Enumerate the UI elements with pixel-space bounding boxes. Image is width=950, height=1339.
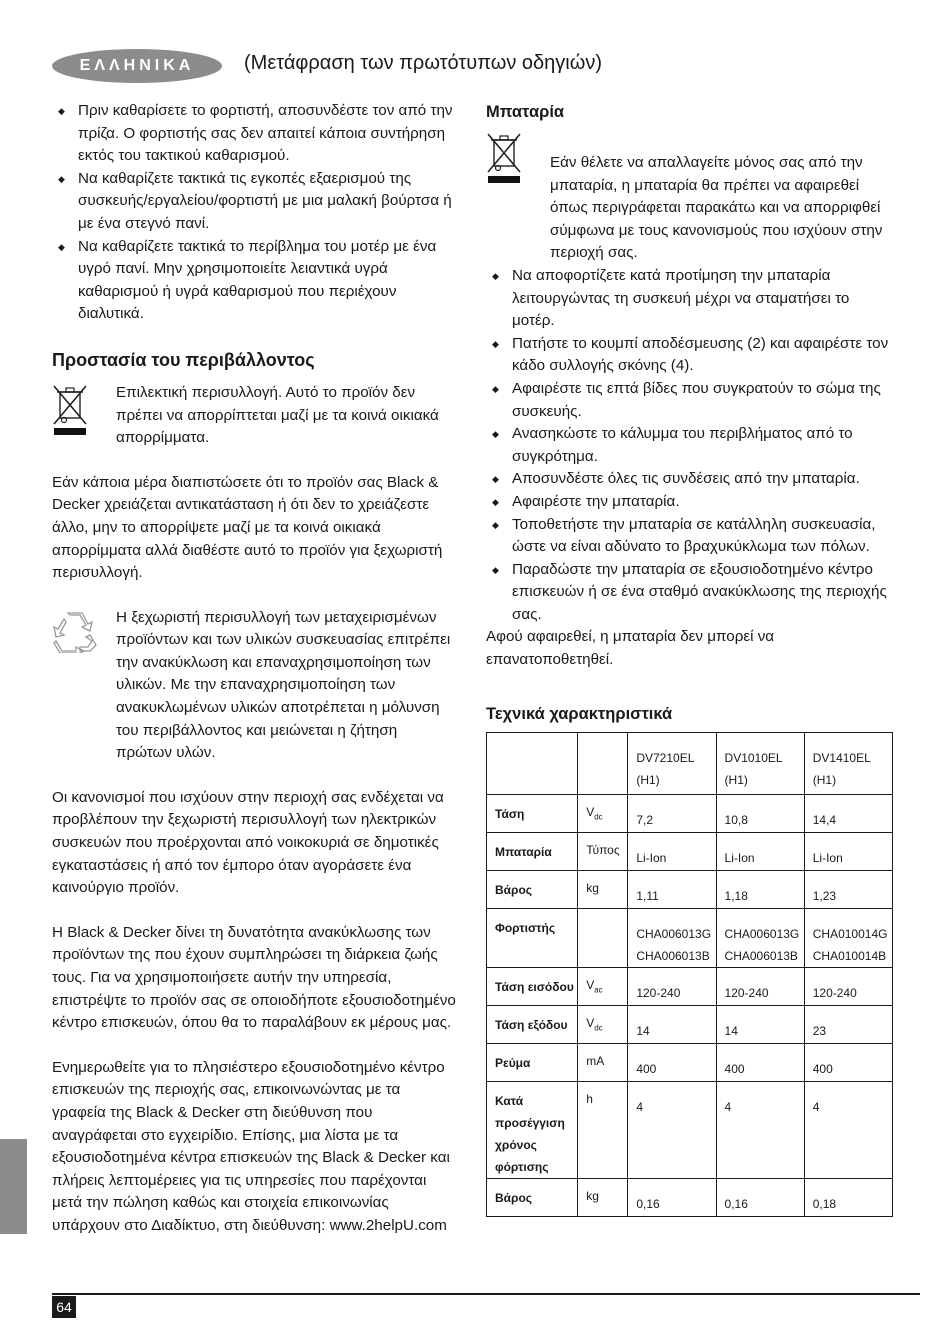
- table-row: [487, 1178, 893, 1216]
- row-label: Κατά προσέγγιση χρόνος φόρτισης: [487, 1081, 578, 1178]
- page-title: (Μετάφραση των πρωτότυπων οδηγιών): [244, 52, 603, 74]
- recycle-icon: [52, 609, 98, 653]
- table-cell: 14,4: [804, 794, 892, 832]
- row-label: Τάση εισόδου: [487, 967, 578, 1005]
- list-item: ◆ Αποσυνδέστε όλες τις συνδέσεις από την μπαταρία.: [486, 468, 896, 491]
- row-label: Φορτιστής: [487, 908, 578, 967]
- table-row: [487, 794, 893, 832]
- row-unit: Τύπος: [578, 832, 628, 870]
- battery-disposal-text: Εάν θέλετε να απαλλαγείτε μόνος σας από την μπαταρία, η μπαταρία θα πρέπει να αφαιρεθεί όπως περιγράφεται παρακάτω και να απορριφθεί σύμφωνα με τους κανονισμούς που ισχύουν στην περιοχή σας.: [550, 154, 883, 262]
- weee-text: Επιλεκτική περισυλλογή. Αυτό το προϊόν δεν πρέπει να απορρίπτεται μαζί με τα κοινά οικιακά απορρίμματα.: [116, 383, 439, 447]
- crossed-bin-icon: [486, 132, 522, 184]
- table-cell: 4: [716, 1081, 804, 1178]
- table-row: [487, 1005, 893, 1043]
- list-item: ◆ Αφαιρέστε την μπαταρία.: [486, 491, 896, 514]
- table-cell: 4: [628, 1081, 716, 1178]
- table-cell: 1,23: [804, 870, 892, 908]
- table-cell: 400: [628, 1043, 716, 1081]
- list-item: ◆ Ανασηκώστε το κάλυμμα του περιβλήματος από το συγκρότημα.: [486, 423, 896, 468]
- row-label: Μπαταρία: [487, 832, 578, 870]
- table-cell: 23: [804, 1005, 892, 1043]
- table-cell: Li-Ion: [628, 832, 716, 870]
- table-cell: 14: [716, 1005, 804, 1043]
- language-badge: ΕΛΛΗΝΙΚΑ: [52, 49, 222, 83]
- table-cell: 120-240: [716, 967, 804, 1005]
- list-item: ◆ Πριν καθαρίσετε το φορτιστή, αποσυνδέστε τον από την πρίζα. Ο φορτιστής σας δεν απαιτεί κάποια συντήρηση εκτός του τακτικού καθαρισμού.: [52, 100, 457, 168]
- weee-block: [52, 382, 457, 450]
- table-cell: DV1010EL (H1): [716, 732, 804, 794]
- left-column: [52, 100, 457, 1260]
- crossed-bin-icon: [52, 384, 88, 436]
- row-label: Τάση εξόδου: [487, 1005, 578, 1043]
- battery-heading: Μπαταρία: [486, 103, 565, 121]
- table-cell: DV1410EL (H1): [804, 732, 892, 794]
- row-label: Βάρος: [487, 870, 578, 908]
- row-label: Βάρος: [487, 1178, 578, 1216]
- sidebar-language-tab: [0, 1139, 27, 1234]
- table-cell: CHA010014G CHA010014B: [804, 908, 892, 967]
- table-cell: Li-Ion: [804, 832, 892, 870]
- recycle-text: Η ξεχωριστή περισυλλογή των μεταχειρισμένων προϊόντων και των υλικών συσκευασίας επιτρέπει την ανακύκλωση και επαναχρησιμοποίηση των υλικών. Με την επαναχρησιμοποίηση των ανακυκλωμένων υλικών αποτρέπεται η μόλυνση του περιβάλλοντος και μειώνεται η ζήτηση πρώτων υλών.: [116, 608, 451, 762]
- row-unit: kg: [578, 870, 628, 908]
- specs-body: [487, 794, 893, 1216]
- row-label: Τάση: [487, 794, 578, 832]
- row-unit: h: [578, 1081, 628, 1178]
- service-centers-paragraph: Ενημερωθείτε για το πλησιέστερο εξουσιοδοτημένο κέντρο επισκευών της περιοχής σας, επικοινωνώντας με τα γραφεία της Black & Decker στη διεύθυνση που αναγράφεται στο εγχειρίδιο. Επίσης, μια λίστα με τα εξουσιοδοτημένα κέντρα επισκευών της Black & Decker και πλήρεις λεπτομέρειες για τις υπηρεσίες που παρέχονται μετά την πώληση καθώς και στοιχεία επικοινωνίας υπάρχουν στο Διαδίκτυο, στη διεύθυνση: www.2helpU.com: [52, 1058, 450, 1234]
- row-unit: kg: [578, 1178, 628, 1216]
- table-cell: 0,16: [628, 1178, 716, 1216]
- list-item: ◆ Πατήστε το κουμπί αποδέσμευσης (2) και αφαιρέστε τον κάδο συλλογής σκόνης (4).: [486, 333, 896, 378]
- table-cell: CHA006013G CHA006013B: [716, 908, 804, 967]
- row-unit: $V_{ac}$: [578, 967, 628, 1005]
- table-row: [487, 1081, 893, 1178]
- table-cell: 10,8: [716, 794, 804, 832]
- list-item: ◆ Αφαιρέστε τις επτά βίδες που συγκρατούν το σώμα της συσκευής.: [486, 378, 896, 423]
- list-item: ◆ Τοποθετήστε την μπαταρία σε κατάλληλη συσκευασία, ώστε να είναι αδύνατο το βραχυκύκλωμα των πόλων.: [486, 514, 896, 559]
- table-row: [487, 870, 893, 908]
- table-cell: 400: [804, 1043, 892, 1081]
- table-cell: 0,16: [716, 1178, 804, 1216]
- table-row: [487, 908, 893, 967]
- specs-table: [486, 732, 893, 1217]
- regulations-paragraph: Οι κανονισμοί που ισχύουν στην περιοχή σας ενδέχεται να προβλέπουν την ξεχωριστή περισυλλογή των ηλεκτρικών συσκευών που προέρχονται από νοικοκυριά σε δημοτικές εγκαταστάσεις ή από τον έμπορο όταν αγοράσετε ένα καινούργιο προϊόν.: [52, 788, 444, 897]
- table-cell: 1,18: [716, 870, 804, 908]
- table-row: [487, 832, 893, 870]
- table-cell: DV7210EL (H1): [628, 732, 716, 794]
- table-cell: 4: [804, 1081, 892, 1178]
- list-item: ◆ Να καθαρίζετε τακτικά το περίβλημα του μοτέρ με ένα υγρό πανί. Μην χρησιμοποιείτε λειαντικά υγρά καθαρισμού ή υγρά καθαρισμού που περιέχουν διαλυτικά.: [52, 236, 457, 326]
- specs-heading: Τεχνικά χαρακτηριστικά: [486, 704, 673, 723]
- battery-note: Αφού αφαιρεθεί, η μπαταρία δεν μπορεί να επανατοποθετηθεί.: [486, 628, 775, 669]
- table-cell: 120-240: [804, 967, 892, 1005]
- maintenance-list: [52, 100, 457, 326]
- row-unit: mA: [578, 1043, 628, 1081]
- table-cell: 14: [628, 1005, 716, 1043]
- row-unit: [578, 908, 628, 967]
- recycling-service-paragraph: Η Black & Decker δίνει τη δυνατότητα ανακύκλωσης των προϊόντων της που έχουν συμπληρώσει τη διάρκεια ζωής τους. Για να χρησιμοποιήσετε αυτήν την υπηρεσία, επιστρέψτε το προϊόν σας σε οποιοδήποτε εξουσιοδοτημένο κέντρο επισκευών, όπου θα το παραλάβουν εκ μέρους μας.: [52, 923, 456, 1032]
- table-row: [487, 967, 893, 1005]
- row-unit: $V_{dc}$: [578, 1005, 628, 1043]
- list-item: ◆ Να καθαρίζετε τακτικά τις εγκοπές εξαερισμού της συσκευής/εργαλείου/φορτιστή με μια μαλακή βούρτσα ή με ένα στεγνό πανί.: [52, 168, 457, 236]
- battery-disposal-block: [486, 130, 896, 265]
- table-cell: 7,2: [628, 794, 716, 832]
- disposal-paragraph: Εάν κάποια μέρα διαπιστώσετε ότι το προϊόν σας Black & Decker χρειάζεται αντικατάσταση ή ότι δεν το χρειάζεστε άλλο, μην το απορρίψετε μαζί με τα κοινά οικιακά απορρίμματα αλλά διαθέστε αυτό το προϊόν για ξεχωριστή περισυλλογή.: [52, 473, 443, 582]
- table-row: [487, 732, 893, 794]
- list-item: ◆ Να αποφορτίζετε κατά προτίμηση την μπαταρία λειτουργώντας τη συσκευή μέχρι να σταματήσει το μοτέρ.: [486, 265, 896, 333]
- footer-divider: [52, 1293, 920, 1295]
- table-cell: Li-Ion: [716, 832, 804, 870]
- table-cell: 0,18: [804, 1178, 892, 1216]
- row-label: Ρεύμα: [487, 1043, 578, 1081]
- battery-removal-list: [486, 265, 896, 627]
- row-unit: $V_{dc}$: [578, 794, 628, 832]
- table-cell: 400: [716, 1043, 804, 1081]
- page-number: 64: [52, 1296, 76, 1318]
- table-cell: CHA006013G CHA006013B: [628, 908, 716, 967]
- list-item: ◆ Παραδώστε την μπαταρία σε εξουσιοδοτημένο κέντρο επισκευών ή σε ένα σταθμό ανακύκλωσης της περιοχής σας.: [486, 559, 896, 627]
- recycle-block: [52, 607, 457, 765]
- table-row: [487, 1043, 893, 1081]
- right-column: [486, 100, 896, 1217]
- environment-heading: Προστασία του περιβάλλοντος: [52, 349, 315, 370]
- table-cell: 1,11: [628, 870, 716, 908]
- table-cell: 120-240: [628, 967, 716, 1005]
